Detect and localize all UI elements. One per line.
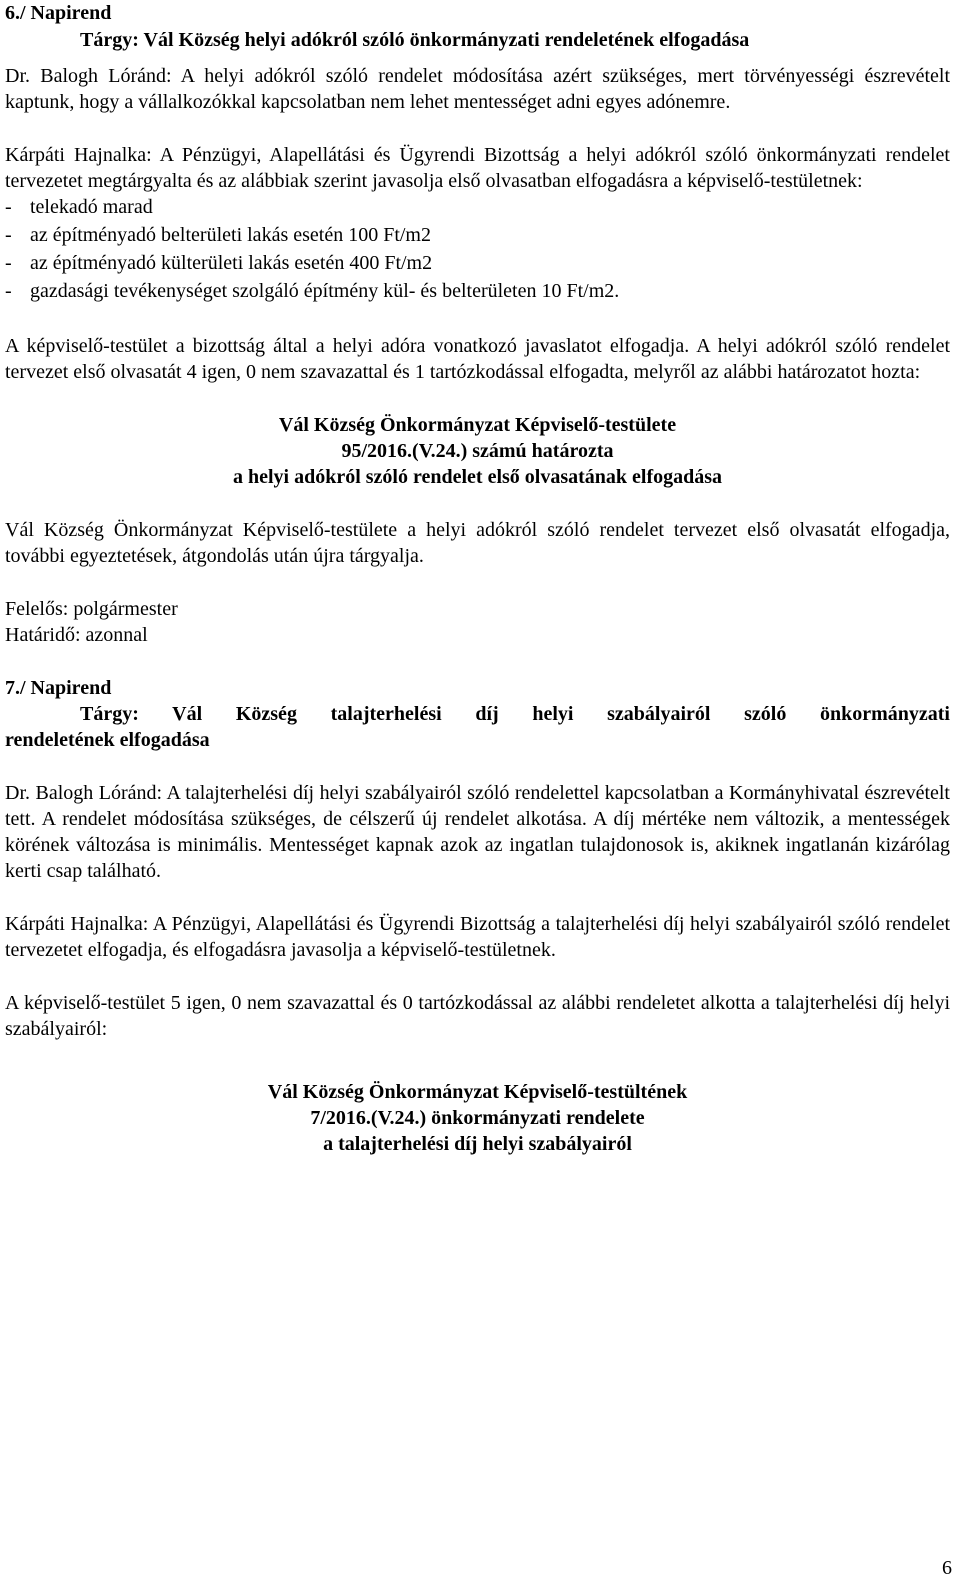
decree-subject: a talajterhelési díj helyi szabályairól: [323, 1133, 632, 1155]
list-dash: -: [5, 224, 12, 246]
resolution-body: Vál Község Önkormányzat Képviselő-testülete: [278, 414, 677, 436]
paragraph-balogh-6: Dr. Balogh Lóránd: A helyi adókról szóló rendelet módosítása azért szükséges, mert törvényességi észrevételt kaptunk, hogy a vállalkozókkal kapcsolatban nem lehet mentességet adni egyes adónemre.: [5, 65, 950, 113]
agenda-heading-7: 7./ Napirend: [5, 677, 112, 699]
decree-body: Vál Község Önkormányzat Képviselő-testültének: [267, 1081, 688, 1103]
decree-title: [5, 1079, 950, 1157]
list-dash: -: [5, 252, 12, 274]
paragraph-karpati-6: Kárpáti Hajnalka: A Pénzügyi, Alapellátási és Ügyrendi Bizottság a helyi adókról szóló önkormányzati rendelet tervezetet megtárgyalta és az alábbiak szerint javasolja első olvasatban elfogadásra a képviselő-testületnek:: [5, 144, 950, 192]
resolution-number: 95/2016.(V.24.) számú határozta: [341, 440, 614, 462]
responsible: Felelős: polgármester: [5, 598, 178, 620]
list-item: - az építményadó külterületi lakás esetén 400 Ft/m2: [5, 252, 433, 274]
list-dash: -: [5, 196, 12, 218]
paragraph-vote-7: A képviselő-testület 5 igen, 0 nem szavazattal és 0 tartózkodással az alábbi rendeletet alkotta a talajterhelési díj helyi szabályairól:: [5, 992, 950, 1040]
resolution-title: [5, 412, 950, 490]
agenda-subject-7-line2: rendeletének elfogadása: [5, 729, 210, 751]
page-number: 6: [942, 1557, 952, 1579]
list-item: - gazdasági tevékenységet szolgáló építmény kül- és belterületen 10 Ft/m2.: [5, 280, 620, 302]
resolution-subject: a helyi adókról szóló rendelet első olvasatának elfogadása: [232, 466, 723, 488]
paragraph-balogh-7: Dr. Balogh Lóránd: A talajterhelési díj helyi szabályairól szóló rendelettel kapcsolatban a Kormányhivatal észrevételt tett. A rendelet módosítása szükséges, de célszerű új rendelet alkotása. A díj mértéke nem változik, a mentességek körének változása is minimális. Mentességet kapnak azok az ingatlan tulajdonosok is, akiknek ingatlanán kizárólag kerti csap található.: [5, 782, 950, 882]
agenda-subject-6: Tárgy: Vál Község helyi adókról szóló önkormányzati rendeletének elfogadása: [80, 29, 750, 51]
list-item: - telekadó marad: [5, 196, 153, 218]
decree-number: 7/2016.(V.24.) önkormányzati rendelete: [310, 1107, 645, 1129]
document-page: [5, 0, 950, 1157]
paragraph-karpati-7: Kárpáti Hajnalka: A Pénzügyi, Alapellátási és Ügyrendi Bizottság a talajterhelési díj helyi szabályairól szóló rendelet tervezetet elfogadja, és elfogadásra javasolja a képviselő-testületnek.: [5, 913, 950, 961]
deadline: Határidő: azonnal: [5, 624, 148, 646]
proposal-list: [5, 194, 950, 306]
list-item: - az építményadó belterületi lakás esetén 100 Ft/m2: [5, 224, 431, 246]
agenda-heading-6: 6./ Napirend: [5, 2, 112, 24]
list-dash: -: [5, 280, 12, 302]
agenda-subject-7-line1: Tárgy: Vál Község talajterhelési díj helyi szabályairól szóló önkormányzati: [80, 703, 950, 725]
resolution-text: Vál Község Önkormányzat Képviselő-testülete a helyi adókról szóló rendelet tervezet első olvasatát elfogadja, további egyeztetések, átgondolás után újra tárgyalja.: [5, 519, 950, 567]
paragraph-vote-6: A képviselő-testület a bizottság által a helyi adóra vonatkozó javaslatot elfogadja. A helyi adókról szóló rendelet tervezet első olvasatát 4 igen, 0 nem szavazattal és 1 tartózkodással elfogadta, melyről az alábbi határozatot hozta:: [5, 335, 950, 383]
